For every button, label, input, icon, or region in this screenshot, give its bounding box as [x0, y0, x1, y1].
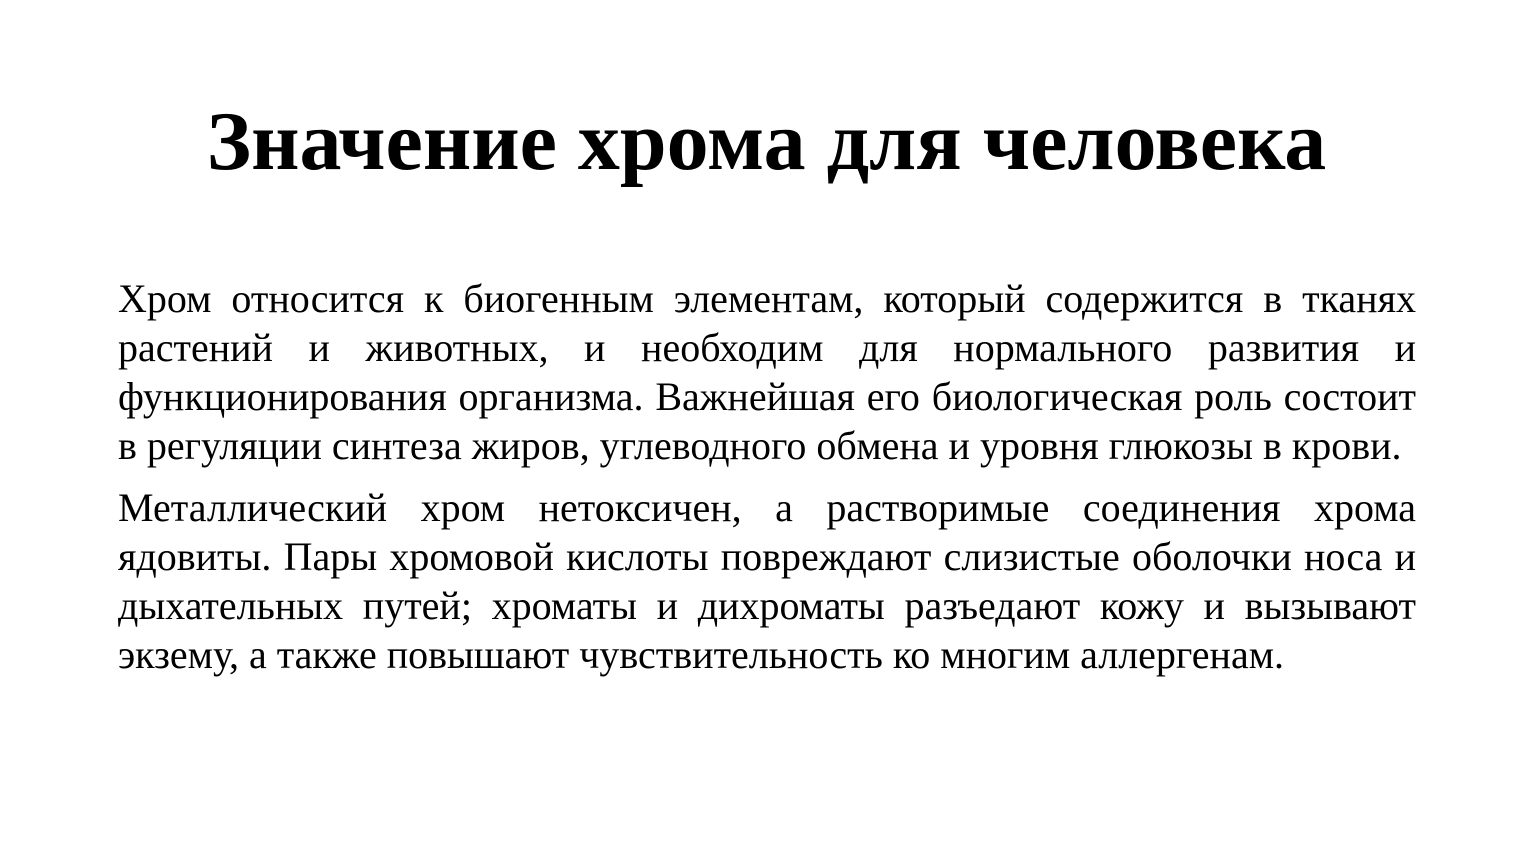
slide-body: [118, 274, 1416, 679]
paragraph-toxicity: Металлический хром нетоксичен, а растворимые соединения хрома ядовиты. Пары хромовой кислоты повреждают слизистые оболочки носа и дыхательных путей; хроматы и дихроматы разъедают кожу и вызывают экзему, а также повышают чувствительность ко многим аллергенам.: [118, 485, 1416, 677]
slide-title: Значение хрома для человека: [206, 95, 1327, 188]
paragraph-biological-role: Хром относится к биогенным элементам, который содержится в тканях растений и животных, и необходим для нормального развития и функционирования организма. Важнейшая его биологическая роль состоит в регуляции синтеза жиров, углеводного обмена и уровня глюкозы в крови.: [118, 276, 1416, 468]
